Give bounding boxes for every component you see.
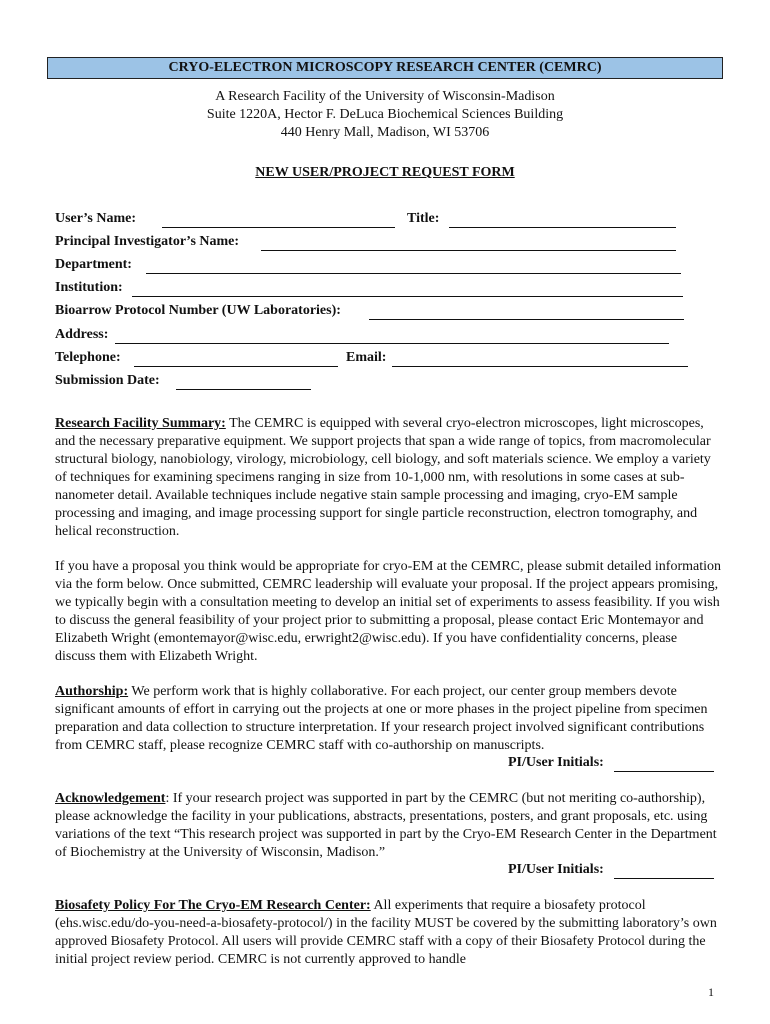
summary-paragraph	[55, 415, 721, 541]
acknowledgement-heading: Acknowledgement	[55, 791, 166, 806]
telephone-label: Telephone:	[55, 350, 121, 365]
biosafety-body: All experiments that require a biosafety protocol (ehs.wisc.edu/do-you-need-a-biosafety-protocol/) in the facility MUST be covered by the submitting laboratory’s own approved Biosafety Protocol. All users will provide CEMRC staff with a copy of their Biosafety Protocol during the initial project review period. CEMRC is not currently approved to handle	[55, 898, 717, 967]
biosafety-paragraph	[55, 897, 721, 969]
protocol-label: Bioarrow Protocol Number (UW Laboratories):	[55, 303, 341, 318]
users-name-field[interactable]	[162, 227, 395, 228]
page-number: 1	[708, 985, 714, 999]
title-label: Title:	[407, 211, 440, 226]
department-label: Department:	[55, 257, 132, 272]
acknowledgement-paragraph	[55, 790, 721, 862]
institution-field[interactable]	[132, 296, 683, 297]
institution-label: Institution:	[55, 280, 123, 295]
acknowledgement-initials-label: PI/User Initials:	[508, 862, 604, 877]
header-line-1: A Research Facility of the University of Wisconsin-Madison	[215, 89, 555, 104]
form-title: NEW USER/PROJECT REQUEST FORM	[255, 165, 515, 180]
summary-body: The CEMRC is equipped with several cryo-electron microscopes, light microscopes, and the necessary preparative equipment. We support projects that span a wide range of topics, from macromolecular structural biology, nanobiology, virology, microbiology, cell biology, and soft materials science. We employ a variety of techniques for examining specimens ranging in size from 10-1,000 nm, with resolutions in some cases at sub-nanometer detail. Available techniques include negative stain sample processing and imaging, cryo-EM sample processing and imaging, and image processing support for single particle reconstruction, electron tomography, and helical reconstruction.	[55, 416, 711, 539]
submission-date-label: Submission Date:	[55, 373, 160, 388]
address-label: Address:	[55, 327, 109, 342]
acknowledgement-initials-field[interactable]	[614, 878, 714, 879]
center-banner: CRYO-ELECTRON MICROSCOPY RESEARCH CENTER (CEMRC)	[47, 57, 723, 79]
protocol-field[interactable]	[369, 319, 684, 320]
biosafety-heading: Biosafety Policy For The Cryo-EM Research Center:	[55, 898, 371, 913]
pi-name-label: Principal Investigator’s Name:	[55, 234, 240, 249]
header-line-3: 440 Henry Mall, Madison, WI 53706	[280, 125, 490, 140]
authorship-body: We perform work that is highly collaborative. For each project, our center group members devote significant amounts of effort in carrying out the projects at one or more phases in the project pipeline from specimen preparation and data collection to structure interpretation. If your research project involved significant contributions from CEMRC staff, please recognize CEMRC staff with co-authorship on manuscripts.	[55, 684, 708, 753]
authorship-initials-field[interactable]	[614, 771, 714, 772]
pi-name-field[interactable]	[261, 250, 676, 251]
authorship-paragraph	[55, 683, 721, 755]
title-field[interactable]	[449, 227, 676, 228]
telephone-field[interactable]	[134, 366, 338, 367]
summary-heading: Research Facility Summary:	[55, 416, 226, 431]
email-field[interactable]	[392, 366, 688, 367]
submission-date-field[interactable]	[176, 389, 311, 390]
department-field[interactable]	[146, 273, 681, 274]
authorship-initials-label: PI/User Initials:	[508, 755, 604, 770]
address-field[interactable]	[115, 343, 669, 344]
proposal-paragraph	[55, 558, 721, 666]
acknowledgement-body: : If your research project was supported in part by the CEMRC (but not meriting co-authorship), please acknowledge the facility in your publications, abstracts, presentations, posters, and grant proposals, etc. using variations of the text “This research project was supported in part by the Cryo-EM Research Center in the Department of Biochemistry at the University of Wisconsin, Madison.”	[55, 791, 717, 860]
users-name-label: User’s Name:	[55, 211, 136, 226]
email-label: Email:	[346, 350, 387, 365]
header-line-2: Suite 1220A, Hector F. DeLuca Biochemical Sciences Building	[206, 107, 564, 122]
proposal-body: If you have a proposal you think would be appropriate for cryo-EM at the CEMRC, please submit detailed information via the form below. Once submitted, CEMRC leadership will evaluate your proposal. If the project appears promising, we typically begin with a consultation meeting to develop an initial set of experiments to assess feasibility. If you wish to discuss the general feasibility of your project prior to submitting a proposal, please contact Eric Montemayor and Elizabeth Wright (emontemayor@wisc.edu, erwright2@wisc.edu). If you have confidentiality concerns, please discuss them with Elizabeth Wright.	[55, 559, 722, 664]
authorship-heading: Authorship:	[55, 684, 129, 699]
